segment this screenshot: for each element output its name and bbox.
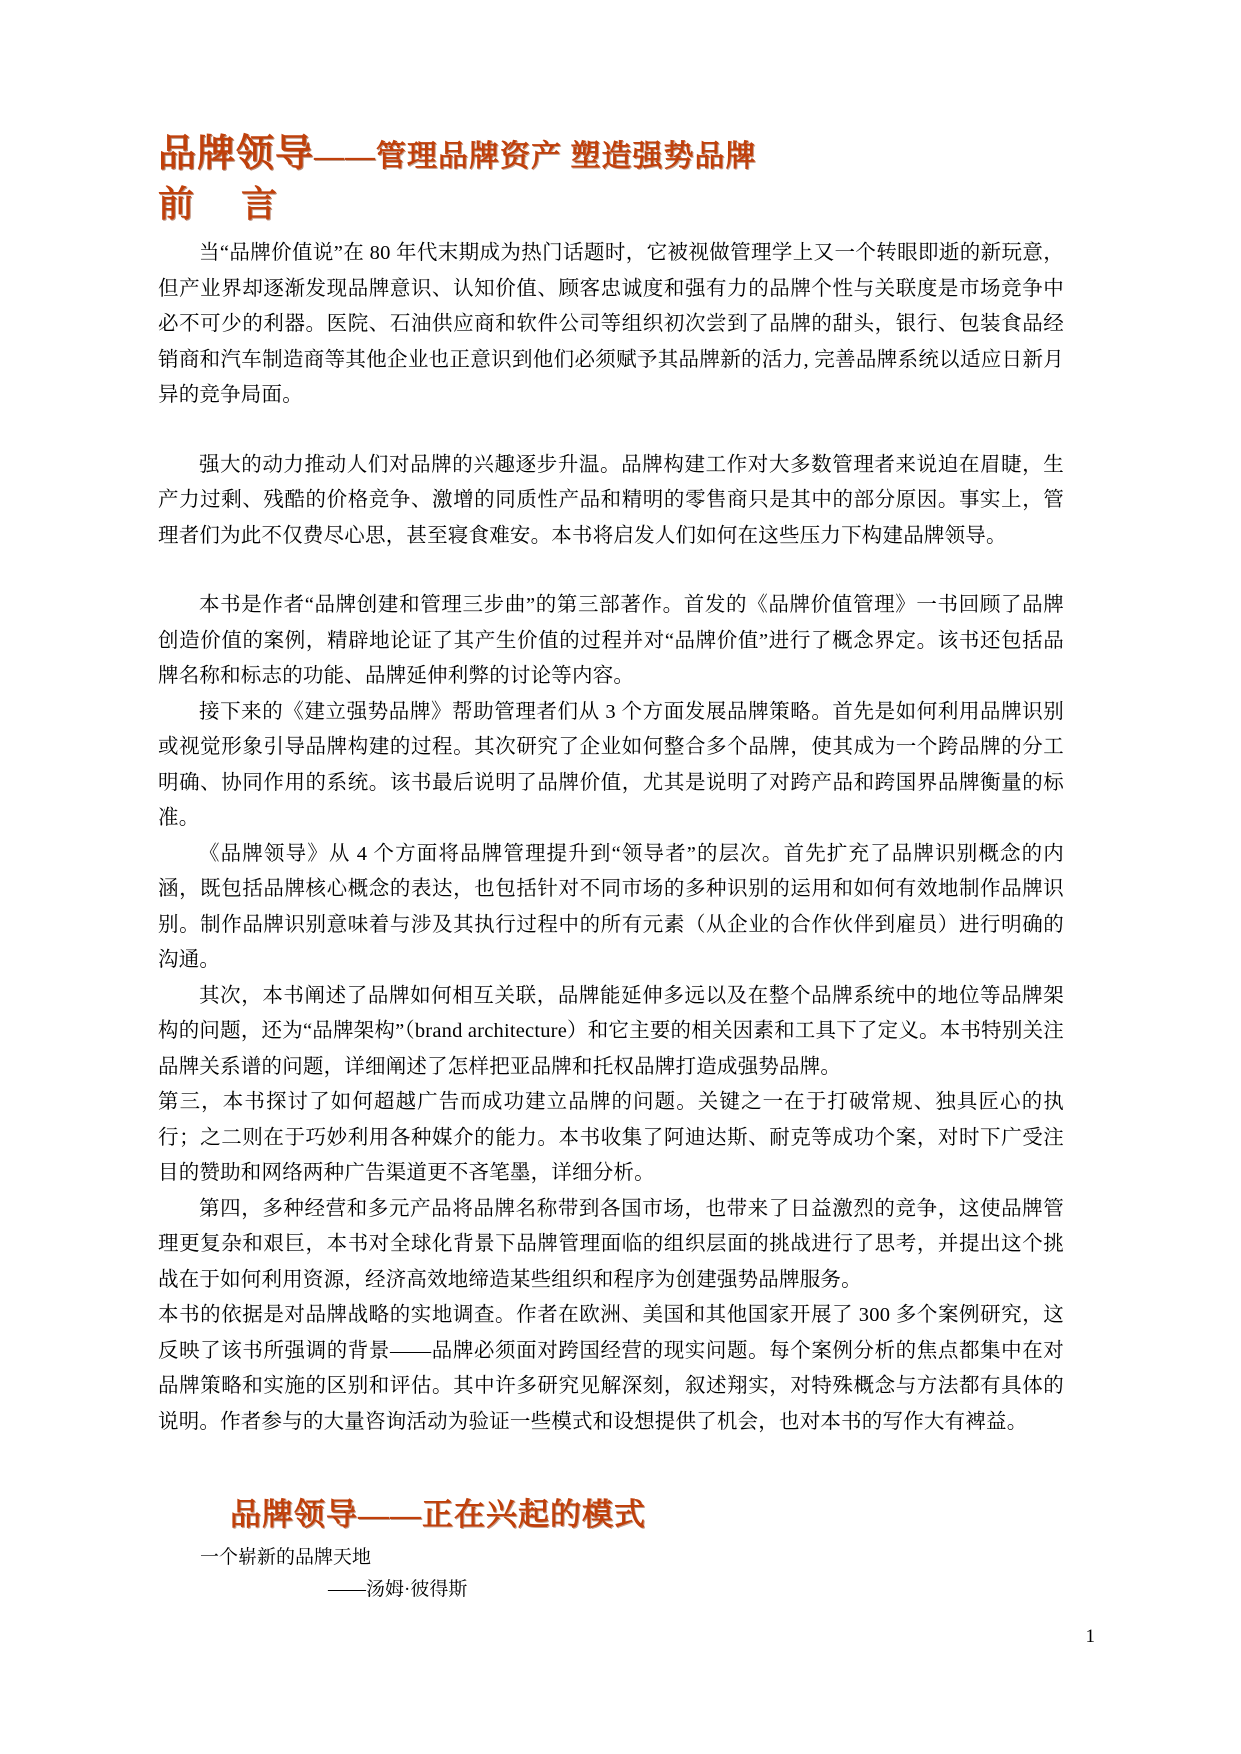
paragraph-6: 其次，本书阐述了品牌如何相互关联，品牌能延伸多远以及在整个品牌系统中的地位等品牌架构的问题，还为“品牌架构”（brand architecture）和它主要的相关因素和工具下了定义。本书特别关注品牌关系谱的问题，详细阐述了怎样把亚品牌和托权品牌打造成强势品牌。 [158,984,1064,1078]
preface-heading [158,183,1064,226]
document-title [158,132,1064,177]
closing-section-attribution: ——汤姆·彼得斯 [328,1578,468,1600]
paragraph-7: 第三，本书探讨了如何超越广告而成功建立品牌的问题。关键之一在于打破常规、独具匠心的执行；之二则在于巧妙利用各种媒介的能力。本书收集了阿迪达斯、耐克等成功个案，对时下广受注目的赞助和网络两种广告渠道更不吝笔墨，详细分析。 [158,1091,1064,1185]
closing-section-subtitle: 一个崭新的品牌天地 [200,1546,372,1568]
closing-section [158,1494,1064,1606]
paragraph-spacer-2 [158,554,1064,588]
paragraph-spacer-1 [158,414,1064,448]
paragraph-2: 强大的动力推动人们对品牌的兴趣逐步升温。品牌构建工作对大多数管理者来说迫在眉睫，生产力过剩、残酷的价格竞争、激增的同质性产品和精明的零售商只是其中的部分原因。事实上，管理者们为此不仅费尽心思，甚至寝食难安。本书将启发人们如何在这些压力下构建品牌领导。 [158,453,1064,547]
document-title-subtitle: ——管理品牌资产 塑造强势品牌 [314,140,757,173]
paragraph-9: 本书的依据是对品牌战略的实地调查。作者在欧洲、美国和其他国家开展了 300 多个案例研究，这反映了该书所强调的背景——品牌必须面对跨国经营的现实问题。每个案例分析的焦点都集中在对品牌策略和实施的区别和评估。其中许多研究见解深刻，叙述翔实，对特殊概念与方法都有具体的说明。作者参与的大量咨询活动为验证一些模式和设想提供了机会，也对本书的写作大有裨益。 [158,1304,1064,1433]
preface-heading-char-2: 言 [241,183,279,224]
document-content [158,132,1064,1606]
paragraph-4: 接下来的《建立强势品牌》帮助管理者们从 3 个方面发展品牌策略。首先是如何利用品牌识别或视觉形象引导品牌构建的过程。其次研究了企业如何整合多个品牌，使其成为一个跨品牌的分工明确、协同作用的系统。该书最后说明了品牌价值，尤其是说明了对跨产品和跨国界品牌衡量的标准。 [158,700,1064,830]
page-number: 1 [1085,1626,1095,1647]
paragraph-8: 第四，多种经营和多元产品将品牌名称带到各国市场，也带来了日益激烈的竞争，这使品牌管理更复杂和艰巨，本书对全球化背景下品牌管理面临的组织层面的挑战进行了思考，并提出这个挑战在于如何利用资源，经济高效地缔造某些组织和程序为创建强势品牌服务。 [158,1197,1064,1291]
closing-section-heading: 品牌领导——正在兴起的模式 [230,1497,646,1533]
preface-heading-char-1: 前 [158,183,196,224]
paragraph-1: 当“品牌价值说”在 80 年代末期成为热门话题时，它被视做管理学上又一个转眼即逝的新玩意，但产业界却逐渐发现品牌意识、认知价值、顾客忠诚度和强有力的品牌个性与关联度是市场竞争中必不可少的利器。医院、石油供应商和软件公司等组织初次尝到了品牌的甜头，银行、包装食品经销商和汽车制造商等其他企业也正意识到他们必须赋予其品牌新的活力, 完善品牌系统以适应日新月异的竞争局面。 [158,242,1064,407]
document-title-main: 品牌领导 [158,133,315,175]
paragraph-5: 《品牌领导》从 4 个方面将品牌管理提升到“领导者”的层次。首先扩充了品牌识别概念的内涵，既包括品牌核心概念的表达，也包括针对不同市场的多种识别的运用和如何有效地制作品牌识别。制作品牌识别意味着与涉及其执行过程中的所有元素（从企业的合作伙伴到雇员）进行明确的沟通。 [158,842,1064,972]
paragraph-3: 本书是作者“品牌创建和管理三步曲”的第三部著作。首发的《品牌价值管理》一书回顾了品牌创造价值的案例，精辟地论证了其产生价值的过程并对“品牌价值”进行了概念界定。该书还包括品牌名称和标志的功能、品牌延伸利弊的讨论等内容。 [158,594,1064,688]
